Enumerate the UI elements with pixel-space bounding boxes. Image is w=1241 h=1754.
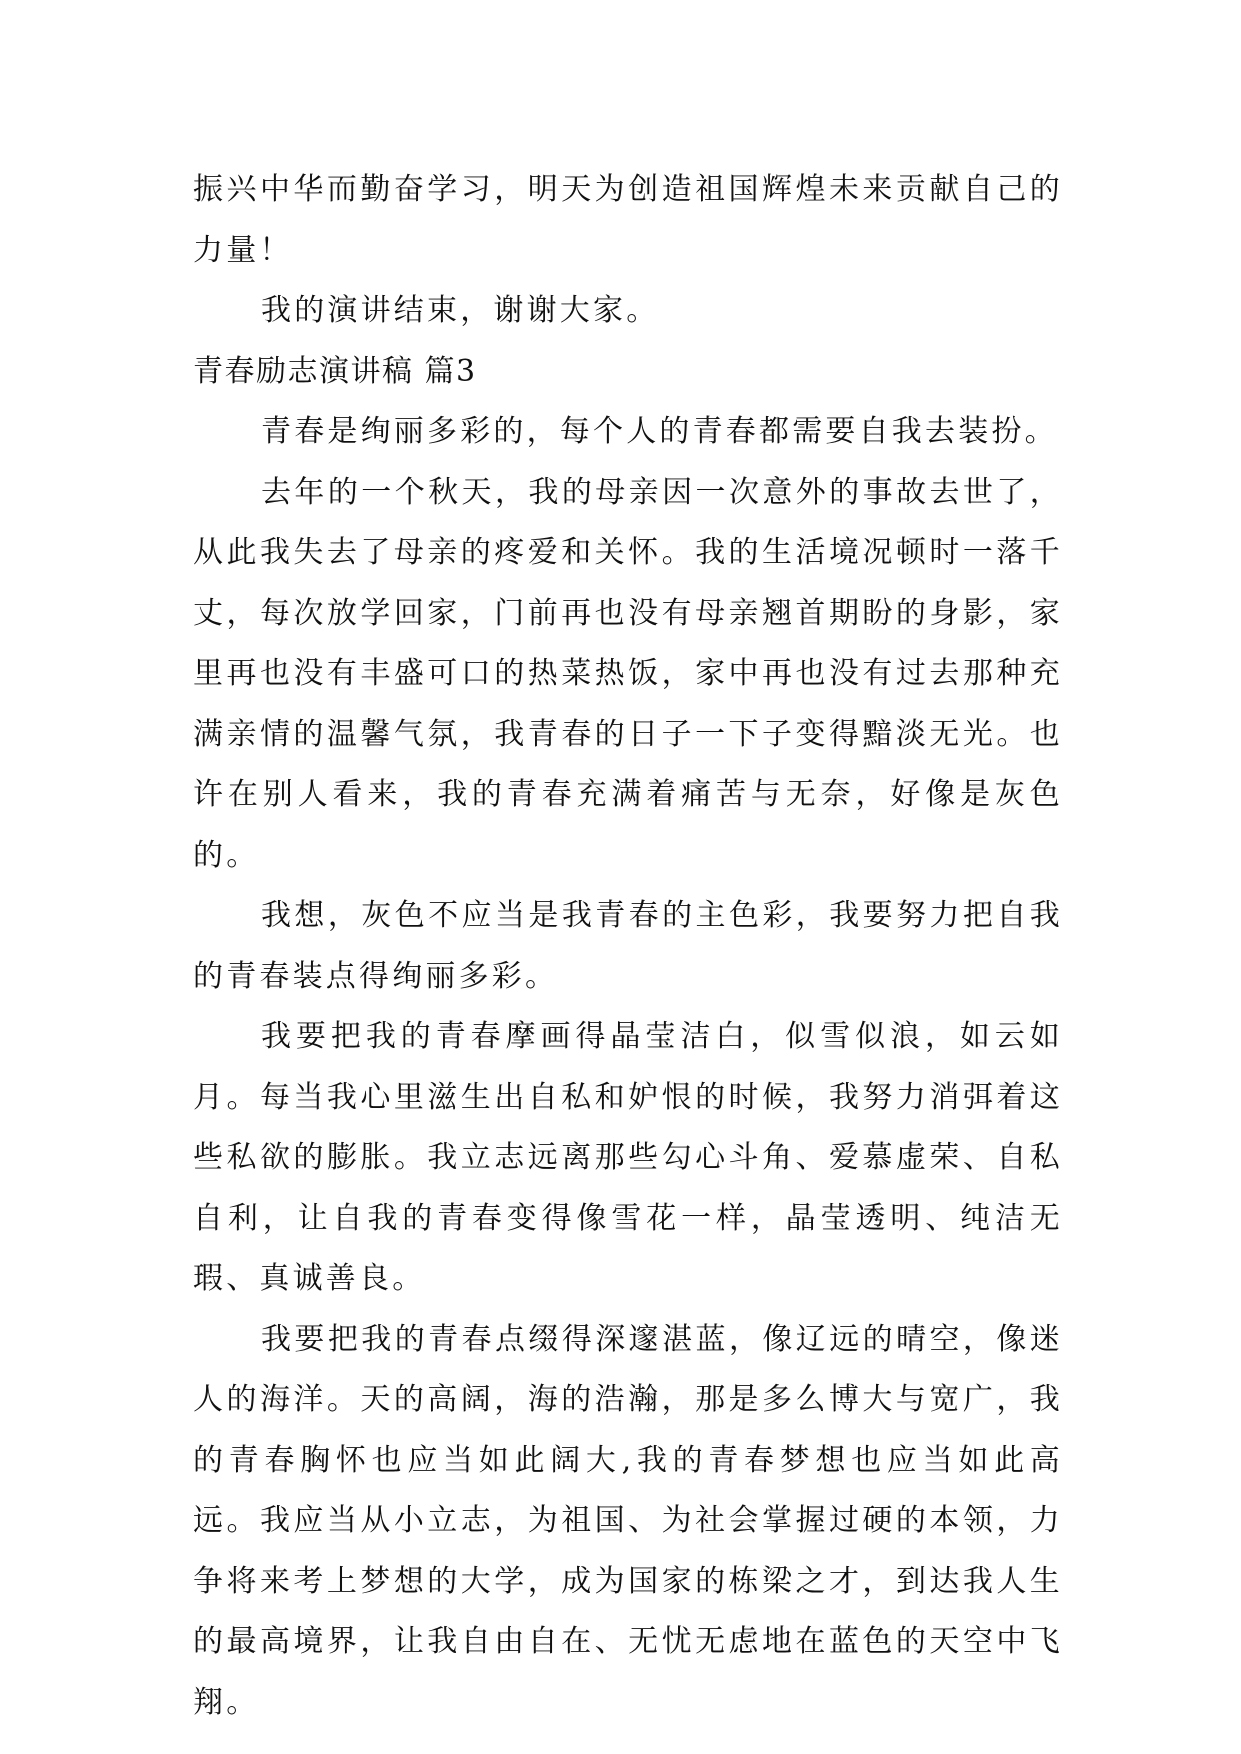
- paragraph-6: 我要把我的青春摩画得晶莹洁白，似雪似浪，如云如月。每当我心里滋生出自私和妒恨的时候，我努力消弭着这些私欲的膨胀。我立志远离那些勾心斗角、爱慕虚荣、自私自利，让自我的青春变得像雪花一样，晶莹透明、纯洁无瑕、真诚善良。: [193, 1019, 1063, 1296]
- paragraph-4: 去年的一个秋天，我的母亲因一次意外的事故去世了，从此我失去了母亲的疼爱和关怀。我的生活境况顿时一落千丈，每次放学回家，门前再也没有母亲翘首期盼的身影，家里再也没有丰盛可口的热菜热饭，家中再也没有过去那种充满亲情的温馨气氛，我青春的日子一下子变得黯淡无光。也许在别人看来，我的青春充满着痛苦与无奈，好像是灰色的。: [193, 474, 1063, 873]
- paragraph-5: 我想，灰色不应当是我青春的主色彩，我要努力把自我的青春装点得绚丽多彩。: [193, 898, 1063, 994]
- paragraph-1: 振兴中华而勤奋学习，明天为创造祖国辉煌未来贡献自己的力量！: [193, 172, 1063, 268]
- document-body: [193, 160, 1063, 1733]
- section-heading: 青春励志演讲稿 篇3: [193, 353, 477, 389]
- paragraph-3: 青春是绚丽多彩的，每个人的青春都需要自我去装扮。: [261, 414, 1058, 449]
- paragraph-7: 我要把我的青春点缀得深邃湛蓝，像辽远的晴空，像迷人的海洋。天的高阔，海的浩瀚，那是多么博大与宽广，我的青春胸怀也应当如此阔大,我的青春梦想也应当如此高远。我应当从小立志，为祖国、为社会掌握过硬的本领，力争将来考上梦想的大学，成为国家的栋梁之才，到达我人生的最高境界，让我自由自在、无忧无虑地在蓝色的天空中飞翔。: [193, 1321, 1063, 1720]
- paragraph-2: 我的演讲结束，谢谢大家。: [261, 293, 660, 328]
